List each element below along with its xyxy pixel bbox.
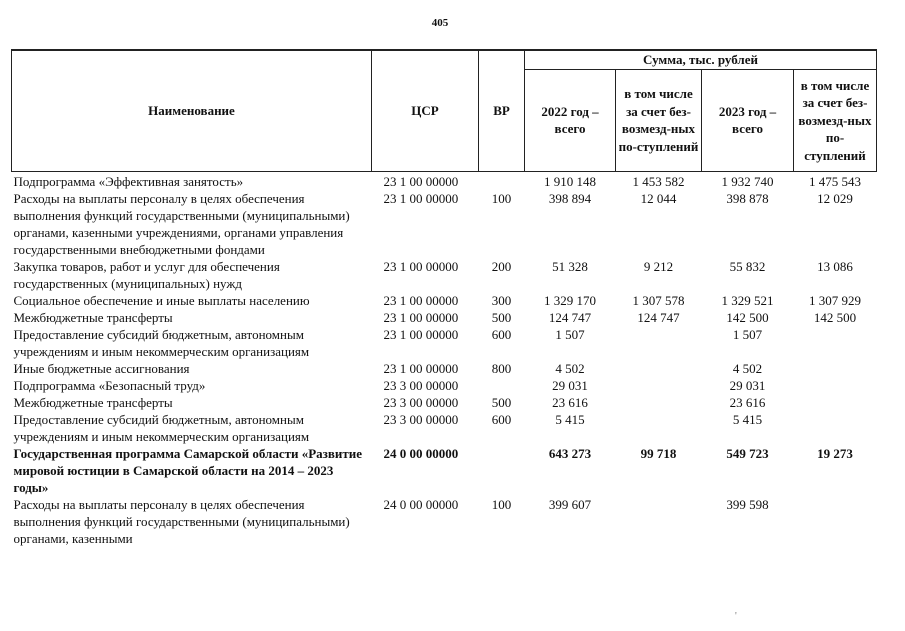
cell-vr: 800	[491, 361, 512, 376]
cell-2023-gratuitous: 12 029	[817, 191, 853, 206]
cell-vr: 500	[491, 395, 512, 410]
cell-2022-total: 5 415	[555, 412, 585, 427]
cell-2023-total: 142 500	[726, 310, 769, 325]
column-header-2022-total: 2022 год – всего	[525, 69, 616, 171]
cell-2022-gratuitous	[616, 394, 702, 411]
column-header-csr: ЦСР	[372, 50, 479, 172]
column-header-2023-gratuitous: в том числе за счет без-возмезд-ных по-ступлений	[794, 69, 877, 171]
cell-csr: 23 1 00 00000	[383, 293, 459, 308]
cell-2022-total: 398 894	[548, 191, 592, 206]
cell-2022-total: 643 273	[548, 446, 592, 461]
page-number: 405	[431, 17, 449, 29]
cell-2023-total: 29 031	[729, 378, 766, 393]
cell-2022-gratuitous: 1 453 582	[632, 174, 685, 189]
column-header-vr: ВР	[479, 50, 525, 172]
table-row	[12, 377, 877, 394]
cell-csr: 23 3 00 00000	[383, 395, 459, 410]
table-row	[12, 292, 877, 309]
cell-csr: 24 0 00 00000	[383, 446, 459, 461]
cell-2022-total: 51 328	[552, 259, 588, 274]
cell-2023-gratuitous	[794, 394, 877, 411]
cell-2022-gratuitous: 12 044	[640, 191, 677, 206]
table-row	[12, 190, 877, 258]
cell-2022-total: 23 616	[552, 395, 588, 410]
table-row	[12, 394, 877, 411]
cell-2022-total: 124 747	[548, 310, 592, 325]
cell-name: Социальное обеспечение и иные выплаты населению	[13, 293, 310, 308]
cell-2022-total: 1 329 170	[544, 293, 596, 308]
cell-csr: 23 3 00 00000	[383, 378, 459, 393]
cell-2023-gratuitous: 13 086	[817, 259, 853, 274]
cell-2023-gratuitous	[794, 326, 877, 360]
cell-vr: 200	[491, 259, 512, 274]
cell-2022-total: 29 031	[552, 378, 588, 393]
cell-csr: 23 1 00 00000	[383, 191, 459, 206]
cell-2022-gratuitous: 1 307 578	[632, 293, 685, 308]
cell-name: Подпрограмма «Эффективная занятость»	[13, 174, 244, 189]
cell-csr: 23 1 00 00000	[383, 327, 459, 342]
cell-csr: 23 3 00 00000	[383, 412, 459, 427]
cell-2022-total: 1 910 148	[544, 174, 596, 189]
cell-name: Межбюджетные трансферты	[13, 310, 173, 325]
cell-2022-gratuitous: 99 718	[640, 446, 677, 461]
cell-name: Закупка товаров, работ и услуг для обеспечения государственных (муниципальных) нужд	[13, 259, 280, 291]
cell-2022-gratuitous	[616, 326, 702, 360]
table-row	[12, 258, 877, 292]
column-header-name: Наименование	[12, 50, 372, 172]
cell-2023-total: 1 932 740	[721, 174, 774, 189]
cell-name: Иные бюджетные ассигнования	[13, 361, 190, 376]
cell-2022-gratuitous	[616, 360, 702, 377]
cell-2023-total: 399 598	[726, 497, 769, 512]
budget-table	[11, 49, 877, 547]
table-row	[12, 411, 877, 445]
cell-name: Предоставление субсидий бюджетным, автономным учреждениям и иным некоммерческим организациям	[13, 412, 310, 444]
table-row	[12, 445, 877, 496]
cell-name: Государственная программа Самарской области «Развитие мировой юстиции в Самарской области на 2014 – 2023 годы»	[13, 446, 363, 495]
cell-name: Подпрограмма «Безопасный труд»	[13, 378, 206, 393]
table-row	[12, 360, 877, 377]
column-header-2023-total: 2023 год – всего	[702, 69, 794, 171]
cell-2023-total: 5 415	[732, 412, 763, 427]
cell-2022-total: 1 507	[555, 327, 585, 342]
cell-name: Предоставление субсидий бюджетным, автономным учреждениям и иным некоммерческим организациям	[13, 327, 310, 359]
cell-2023-gratuitous: 1 307 929	[809, 293, 861, 308]
table-row	[12, 172, 877, 191]
cell-vr: 100	[491, 497, 512, 512]
cell-2022-gratuitous	[616, 411, 702, 445]
cell-2023-gratuitous	[794, 377, 877, 394]
cell-vr: 100	[491, 191, 512, 206]
cell-2023-total: 4 502	[732, 361, 763, 376]
cell-2022-total: 4 502	[555, 361, 585, 376]
cell-csr: 23 1 00 00000	[383, 310, 459, 325]
table-body	[12, 172, 877, 548]
cell-2023-gratuitous: 1 475 543	[809, 174, 861, 189]
cell-csr: 23 1 00 00000	[383, 259, 459, 274]
cell-vr	[479, 445, 525, 496]
column-group-sum: Сумма, тыс. рублей	[525, 50, 877, 69]
table-row	[12, 309, 877, 326]
cell-2023-total: 1 329 521	[721, 293, 774, 308]
cell-csr: 23 1 00 00000	[383, 361, 459, 376]
cell-name: Расходы на выплаты персоналу в целях обеспечения выполнения функций государственными (муниципальными) органами, казенными учреждениями, органами управления государственными внебюджетными фондами	[13, 191, 350, 257]
cell-vr	[479, 377, 525, 394]
cell-2022-gratuitous	[616, 377, 702, 394]
cell-vr: 600	[491, 327, 512, 342]
cell-2022-gratuitous: 124 747	[637, 310, 680, 325]
cell-2023-total: 398 878	[726, 191, 769, 206]
cell-vr	[479, 172, 525, 191]
cell-csr: 23 1 00 00000	[383, 174, 459, 189]
cell-name: Межбюджетные трансферты	[13, 395, 173, 410]
cell-2023-gratuitous	[794, 360, 877, 377]
cell-2022-gratuitous	[616, 496, 702, 547]
column-header-2022-gratuitous: в том числе за счет без-возмезд-ных по-ступлений	[616, 69, 702, 171]
cell-vr: 600	[491, 412, 512, 427]
cell-2023-total: 55 832	[729, 259, 766, 274]
cell-2023-gratuitous	[794, 496, 877, 547]
cell-2023-gratuitous: 19 273	[817, 446, 853, 461]
cell-2023-total: 23 616	[729, 395, 766, 410]
cell-2023-gratuitous: 142 500	[813, 310, 857, 325]
cell-2023-total: 549 723	[726, 446, 769, 461]
scan-speck: '	[735, 611, 737, 622]
cell-2023-total: 1 507	[732, 327, 763, 342]
cell-2022-gratuitous: 9 212	[643, 259, 674, 274]
cell-csr: 24 0 00 00000	[383, 497, 459, 512]
table-row	[12, 496, 877, 547]
cell-2023-gratuitous	[794, 411, 877, 445]
cell-2022-total: 399 607	[548, 497, 592, 512]
table-row	[12, 326, 877, 360]
cell-vr: 300	[491, 293, 512, 308]
cell-name: Расходы на выплаты персоналу в целях обеспечения выполнения функций государственными (муниципальными) органами, казенными	[13, 497, 350, 546]
cell-vr: 500	[491, 310, 512, 325]
